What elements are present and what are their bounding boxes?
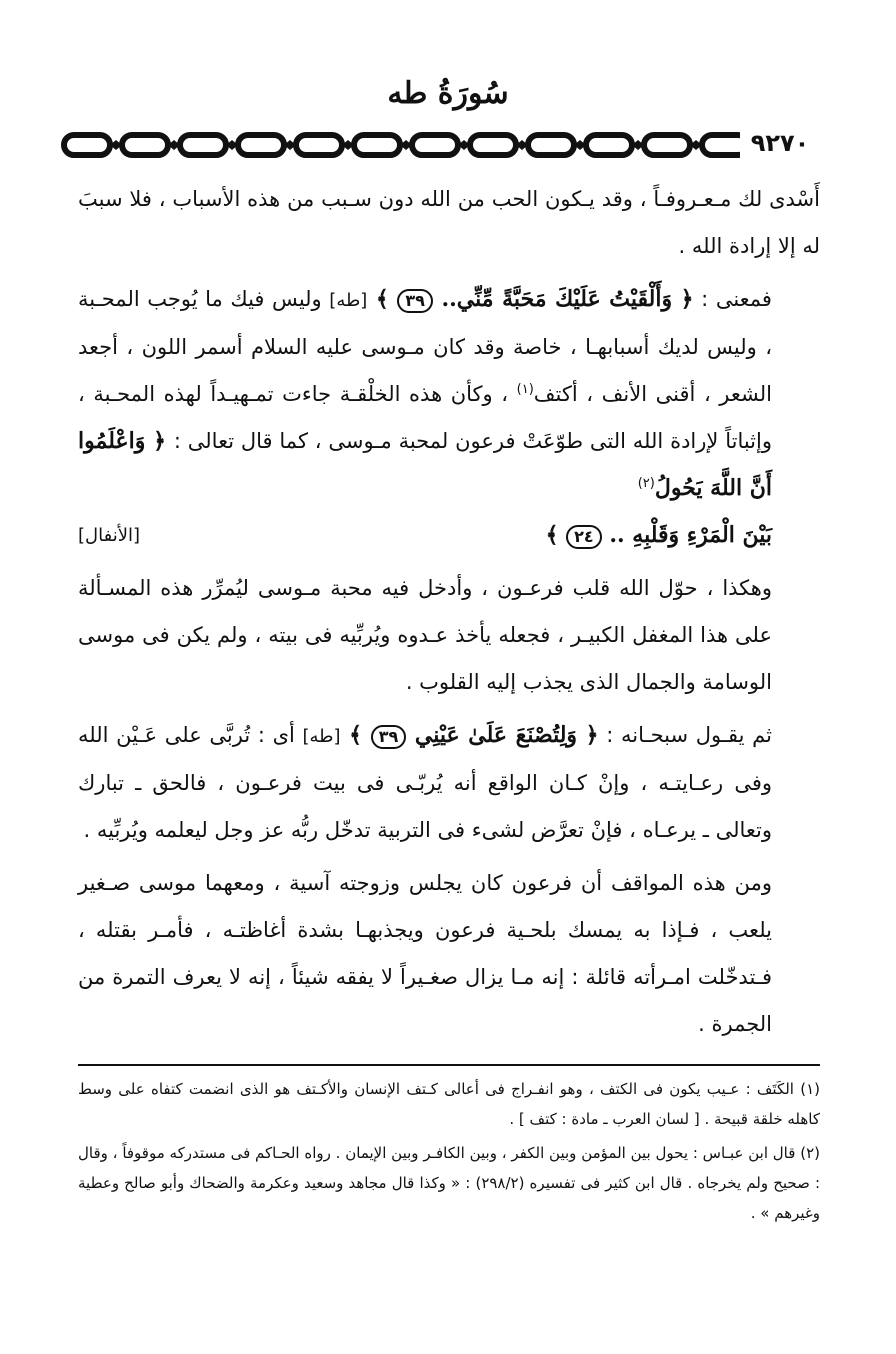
ayah-number-2: ٢٤ bbox=[566, 525, 602, 549]
paragraph-2-text-b: ، وكأن هذه الخلْقـة جاءت تمـهيـداً لهذه المحـبة ، وإثباتاً لإرادة الله التى طوّعَتْ فرعون لمحبة مـوسى ، كما قال تعالى : bbox=[78, 382, 773, 453]
closing-bracket-icon-3: ﴾ bbox=[340, 722, 371, 748]
quran-verse-2: ﴿ وَاعْلَمُوا أَنَّ اللَّهَ يَحُولُ bbox=[78, 428, 772, 501]
verse-line bbox=[78, 512, 772, 559]
paragraph-1: أَسْدى لك مـعـروفـاً ، وقد يـكون الحب من الله دون سـبب من هذه الأسباب ، فلا سببَ له إلا إرادة الله . bbox=[78, 187, 820, 258]
surah-reference-1: [طه] bbox=[329, 290, 368, 311]
paragraph-5: ومن هذه المواقف أن فرعون كان يجلس وزوجته آسية ، ومعهما موسى صـغير يلعب ، فـإذا به يمسك بلحـية فرعون ويجذبهـا بشدة أغاظتـه ، فأمـر بقتله ، فـتدخّلت امـرأته قائلة : إنه مـا يزال صغـيراً لا يفقه شيئاً ، إنه لا يعرف التمرة من الجمرة . bbox=[78, 871, 772, 1036]
footnote-1: (١) الكَتَف : عـيب يكون فى الكتف ، وهو انفـراج فى أعالى كـتف الإنسان والأكـتف هو الذى انضمت كتفاه على وسط كاهله خلقة قبيحة . [ لسان العرب ـ مادة : كتف ] . bbox=[78, 1080, 820, 1128]
paragraph-2-intro: فمعنى : bbox=[701, 287, 772, 311]
ornamental-chain-border bbox=[60, 128, 820, 162]
footnote-marker-2: (٢) bbox=[637, 476, 655, 491]
quran-verse-1: ﴿ وَأَلْقَيْتُ عَلَيْكَ مَحَبَّةً مِّنِّي.. bbox=[432, 286, 694, 312]
surah-reference-3: [طه] bbox=[302, 726, 341, 747]
main-text bbox=[78, 176, 820, 1054]
quran-verse-4: ﴿ وَلِتُصْنَعَ عَلَىٰ عَيْنِي bbox=[406, 722, 599, 748]
paragraph-2 bbox=[78, 276, 820, 559]
footnote-marker-1: (١) bbox=[516, 382, 534, 397]
footnotes bbox=[78, 1074, 820, 1232]
closing-bracket-icon-2: ﴾ bbox=[545, 522, 567, 548]
ayah-number-1: ٣٩ bbox=[397, 289, 433, 313]
page-number: ٩٢٧٠ bbox=[740, 126, 820, 160]
ayah-number-3: ٣٩ bbox=[371, 725, 407, 749]
quran-verse-3: بَيْنَ الْمَرْءِ وَقَلْبِهِ .. bbox=[601, 522, 772, 548]
footnote-divider bbox=[78, 1064, 820, 1066]
footnote-2: (٢) قال ابن عبـاس : يحول بين المؤمن وبين الكفر ، وبين الكافـر وبين الإيمان . رواه الحـاكم فى مستدركه موقوفاً ، وقال : صحيح ولم يخرجاه . قال ابن كثير فى تفسيره (٢٩٨/٢) : « وكذا قال مجاهد وسعيد وعكرمة والضحاك وأبو صالح وعطية وغيرهم » . bbox=[78, 1144, 821, 1222]
paragraph-4 bbox=[78, 712, 820, 854]
paragraph-4-text: أى : تُربَّى على عَـيْن الله وفى رعـايتـه ، وإنْ كـان الواقع أنه يُربّـى فى بيت فرعـون ، فالحق ـ تبارك وتعالى ـ يرعـاه ، فإنْ تعرَّض لشىء فى التربية تدخّل ربُّه عز وجل ليعلمه ويُربِّيه . bbox=[78, 723, 772, 842]
surah-title: سُورَةُ طه bbox=[387, 76, 509, 111]
paragraph-4-intro: ثم يقـول سبحـانه : bbox=[606, 723, 772, 747]
verse-line-text bbox=[546, 512, 772, 559]
closing-bracket-icon: ﴾ bbox=[367, 286, 398, 312]
paragraph-3: وهكذا ، حوّل الله قلب فرعـون ، وأدخل فيه محبة مـوسى ليُمرِّر هذه المسـألة على هذا المغفل الكبيـر ، فجعله يأخذ عـدوه ويُربِّيه فى بيته ، ولم يكن فى موسى الوسامة والجمال الذى يجذب إليه القلوب . bbox=[78, 576, 772, 694]
surah-reference-2: [الأنفال] bbox=[78, 525, 140, 546]
paragraph-2-text-a: وليس فيك ما يُوجب المحـبة ، وليس لديك أسبابهـا ، خاصة وقد كان مـوسى عليه السلام أسمر اللون ، أجعد الشعر ، أقنى الأنف ، أكتف bbox=[78, 287, 772, 406]
